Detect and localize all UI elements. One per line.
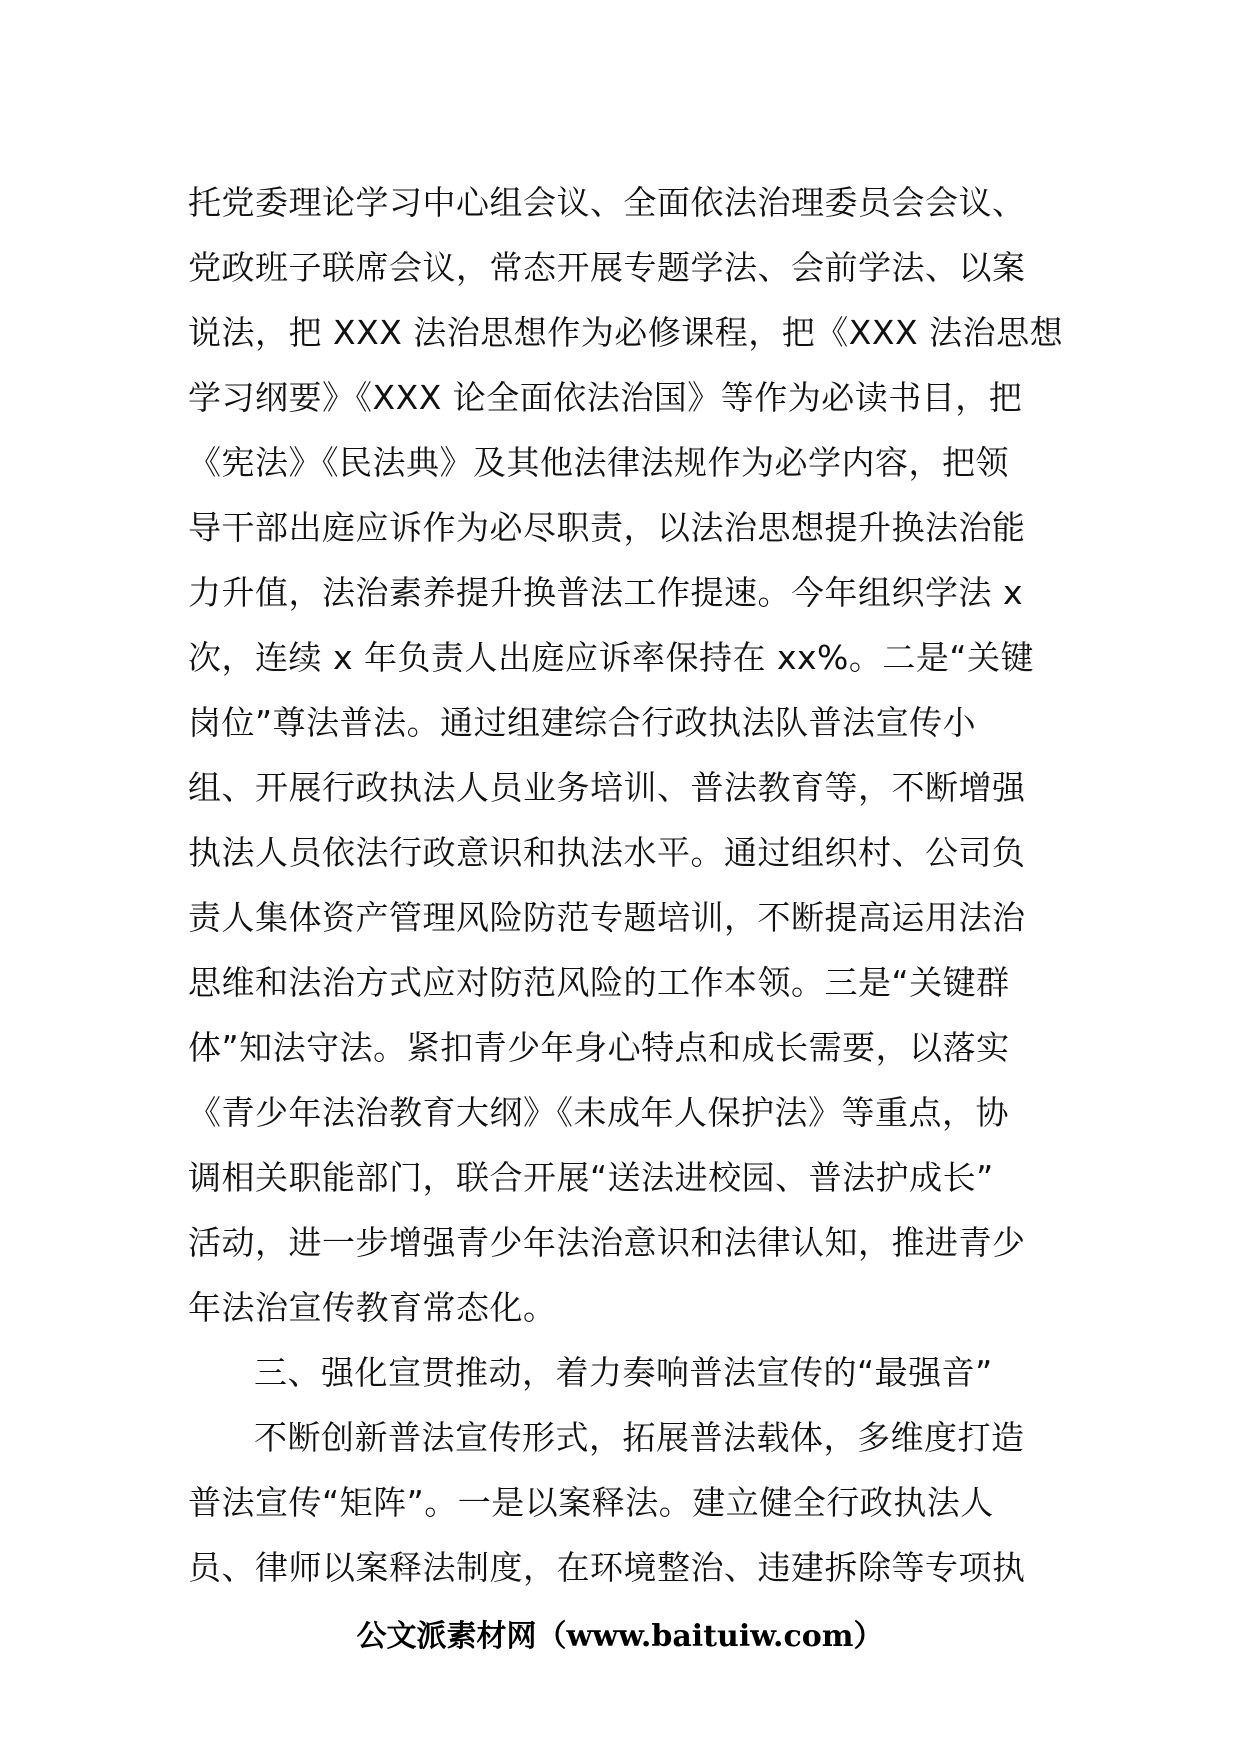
paragraph-line: 《宪法》《民法典》及其他法律法规作为必学内容，把领 — [188, 443, 1009, 482]
paragraph-line: 《青少年法治教育大纲》《未成年人保护法》等重点，协 — [188, 1093, 1009, 1132]
paragraph-line: 力升值，法治素养提升换普法工作提速。今年组织学法 x — [188, 573, 1024, 612]
paragraph-line: 体”知法守法。紧扣青少年身心特点和成长需要，以落实 — [188, 1028, 1010, 1067]
footer-watermark: 公文派素材网（www.baituiw.com） — [356, 1619, 884, 1654]
paragraph-line: 责人集体资产管理风险防范专题培训，不断提高运用法治 — [188, 898, 1026, 937]
paragraph-line: 党政班子联席会议，常态开展专题学法、会前学法、以案 — [188, 248, 1026, 287]
paragraph-line: 学习纲要》《XXX 论全面依法治国》等作为必读书目，把 — [188, 378, 1023, 417]
paragraph-line: 导干部出庭应诉作为必尽职责，以法治思想提升换法治能 — [188, 508, 1026, 547]
paragraph-line: 员、律师以案释法制度，在环境整治、违建拆除等专项执 — [188, 1548, 1026, 1587]
paragraph-line: 说法，把 XXX 法治思想作为必修课程，把《XXX 法治思想 — [188, 313, 1064, 352]
paragraph-line: 次，连续 x 年负责人出庭应诉率保持在 xx%。二是“关键 — [188, 638, 1035, 677]
paragraph-line: 普法宣传“矩阵”。一是以案释法。建立健全行政执法人 — [188, 1483, 994, 1522]
section-heading: 三、强化宣贯推动，着力奏响普法宣传的“最强音” — [254, 1353, 993, 1392]
paragraph-line: 执法人员依法行政意识和执法水平。通过组织村、公司负 — [188, 833, 1026, 872]
paragraph-line: 活动，进一步增强青少年法治意识和法律认知，推进青少 — [188, 1223, 1026, 1262]
paragraph-line: 托党委理论学习中心组会议、全面依法治理委员会会议、 — [188, 183, 1026, 222]
paragraph-line: 思维和法治方式应对防范风险的工作本领。三是“关键群 — [188, 963, 1010, 1002]
paragraph-line: 组、开展行政执法人员业务培训、普法教育等，不断增强 — [188, 768, 1026, 807]
paragraph-line: 不断创新普法宣传形式，拓展普法载体，多维度打造 — [254, 1418, 1025, 1457]
paragraph-line: 年法治宣传教育常态化。 — [188, 1288, 557, 1327]
document-body — [188, 170, 1064, 1600]
paragraph-line: 调相关职能部门，联合开展“送法进校园、普法护成长” — [188, 1158, 994, 1197]
paragraph-line: 岗位”尊法普法。通过组建综合行政执法队普法宣传小 — [188, 703, 977, 742]
